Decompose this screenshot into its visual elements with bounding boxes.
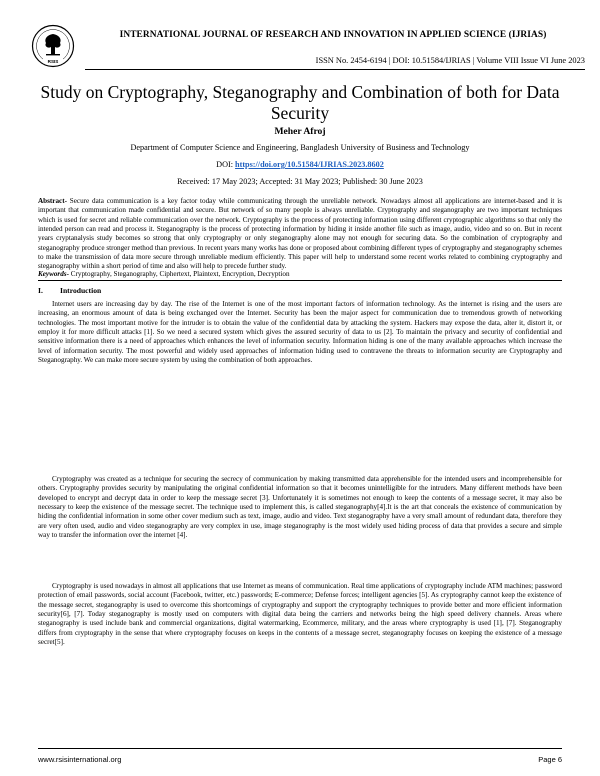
section-title: Introduction bbox=[60, 286, 102, 295]
doi-link[interactable]: https://doi.org/10.51584/IJRIAS.2023.8602 bbox=[235, 160, 384, 169]
keywords bbox=[38, 270, 562, 278]
page-number: Page 6 bbox=[538, 755, 562, 764]
abstract-label: Abstract- bbox=[38, 197, 67, 205]
intro-paragraph-2: Cryptography was created as a technique for securing the secrecy of communication by making transmitted data apprehensible for the intended users and incomprehensible for others. Cryptography provides security by manipulating the original confidential information so that it becomes unintelligible for the intruders. Many different methods have been developed to encrypt and decrypt data in order to keep the message secret [3]. Unfortunately it is sometimes not enough to keep the contents of a message secret, it may also be necessary to keep the existence of the message secret. The technique used to implement this, is called steganography[4].It is the art that conceals the existence of communication by hiding the confidential information in some other cover medium such as text, image, audio and video. Text steganography have a very small amount of redundant data, therefore they are very often used, audio and video steganography are very complex in use, image steganography is the most widely used hiding process of data that provides a secure and simple way to transfer the information over the internet [4]. bbox=[38, 475, 562, 540]
author-name: Meher Afroj bbox=[274, 126, 326, 137]
publication-dates: Received: 17 May 2023; Accepted: 31 May 2023; Published: 30 June 2023 bbox=[177, 177, 423, 186]
logo-text: RSIS bbox=[47, 58, 59, 64]
journal-title: INTERNATIONAL JOURNAL OF RESEARCH AND INNOVATION IN APPLIED SCIENCE (IJRIAS) bbox=[119, 30, 547, 40]
footer-website[interactable]: www.rsisinternational.org bbox=[38, 755, 122, 764]
abstract-text: Secure data communication is a key factor today while communicating through the unreliable network. Nowadays almost all applications are internet-based and it is important that communication made confidential and secure. But network of so many people is always unreliable. Cryptography and steganography are two important techniques which is used for secret and reliable communication over the network. Cryptography is the process of protecting information using different cryptographic algorithms so that only the intended person can read and process it. Steganography is the process of protecting information by hiding it inside another file such as image, audio, video and so on. But in recent years cryptanalysis study becomes so strong that only cryptography or only steganography alone may not enough for securing data. So the combination of cryptography and steganography produce stronger method than previous. In recent years many works has done or proposed about combining different types of cryptography and steganography schemes to make the transmission of data more secure through unreliable medium efficiently. This paper will help to understand some recent works related to combining cryptography and steganography within a short period of time and also will help to precede further study. bbox=[38, 197, 562, 271]
paper-title: Study on Cryptography, Steganography and Combination of both for Data Security bbox=[40, 82, 560, 123]
doi-line bbox=[30, 160, 570, 169]
section-heading bbox=[38, 286, 562, 295]
section-number: I. bbox=[38, 286, 43, 295]
intro-paragraph-3: Cryptography is used nowadays in almost all applications that use Internet as means of communication. Real time applications of cryptography include ATM machines; password protection of email passwords, social account (Facebook, twitter, etc.) passwords; E-commerce; Defense forces; intelligent agencies [5]. As cryptography cannot keep the existence of the message secret, steganography is used to overcome this shortcomings of cryptography and support the cryptography techniques to provide better and more efficient information security[6], [7]. Today steganography is mostly used on computers with digital data being the carriers and networks being the high speed delivery channels. Areas where steganography is used include bank and commercial organizations, digital watermarking, Ecommerce, military, and the areas where cryptography is used [1], [7]. Steganography differs from cryptography in the sense that where cryptography focuses on keeps in the contents of a message secret, steganography focuses on keeping the existence of a message secret[5]. bbox=[38, 582, 562, 647]
abstract bbox=[38, 197, 562, 272]
intro-paragraph-1: Internet users are increasing day by day. The rise of the Internet is one of the most important factors of information technology. As the internet is rising and the users are increasing, an enormous amount of data is being exchanged over the Internet. Security has been the major aspect for communication due to tremendous growth of networking technologies. The most important motive for the intruder is to obtain the value of the confidential data by attacking the system. Hackers may expose the data, alter it, distort it, or employ it for more difficult attacks [1]. So we need a secured system which gives the assured security of data to us [2]. To maintain the privacy and security of confidential and sensitive information there is a need of approaches which enhances the level of information security. Information hiding is one of the many available approaches which increase the level of information security. The most powerful and widely used approaches of information hiding used to contravene the threats to information security are Cryptography and Steganography. We can make more secure system by using the combination of both approaches. bbox=[38, 300, 562, 365]
author-affiliation: Department of Computer Science and Engineering, Bangladesh University of Business and Technology bbox=[130, 143, 470, 152]
doi-label: DOI: bbox=[216, 160, 233, 169]
journal-logo bbox=[31, 24, 75, 68]
keywords-label: Keywords- bbox=[38, 270, 69, 278]
header-divider bbox=[85, 69, 585, 70]
issn-line: ISSN No. 2454-6194 | DOI: 10.51584/IJRIAS | Volume VIII Issue VI June 2023 bbox=[315, 56, 585, 65]
footer-divider bbox=[38, 748, 562, 749]
keywords-divider bbox=[38, 280, 562, 281]
keywords-text: Cryptography, Steganography, Ciphertext, Plaintext, Encryption, Decryption bbox=[68, 270, 290, 278]
